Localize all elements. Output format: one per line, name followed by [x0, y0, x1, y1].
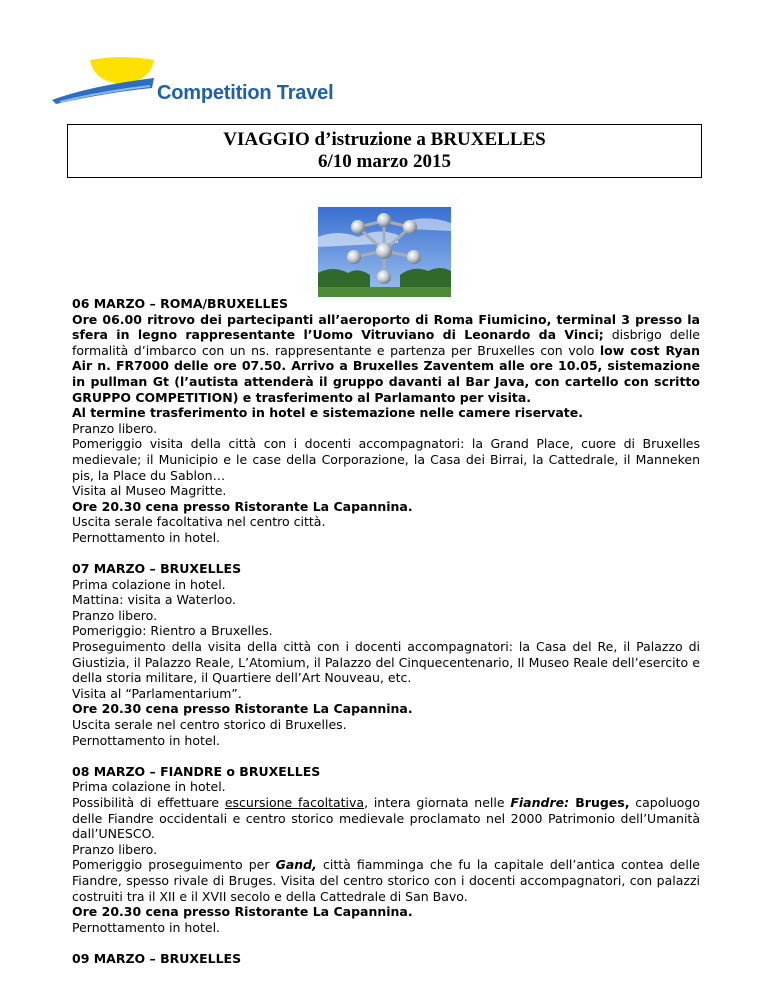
paragraph: Uscita serale facoltativa nel centro città. — [72, 514, 326, 530]
day-section — [72, 951, 700, 967]
paragraph: Pernottamento in hotel. — [72, 732, 221, 748]
paragraph: Visita al Museo Magritte. — [72, 483, 227, 499]
title-box — [67, 124, 702, 178]
day-heading: 09 MARZO – BRUXELLES — [72, 950, 242, 966]
day-heading: 06 MARZO – ROMA/BRUXELLES — [72, 296, 289, 311]
atomium-photo — [318, 207, 451, 297]
itinerary-content — [72, 296, 700, 967]
day-heading: 08 MARZO – FIANDRE o BRUXELLES — [72, 763, 321, 779]
day-section — [72, 561, 700, 748]
brand-name: Competition Travel — [157, 82, 334, 104]
paragraph: Ore 20.30 cena presso Ristorante La Capannina. — [72, 904, 413, 920]
document-dates: 6/10 marzo 2015 — [318, 151, 451, 172]
day-section — [72, 296, 700, 546]
paragraph: Pranzo libero. — [72, 841, 158, 857]
paragraph: Possibilità di effettuare escursione facoltativa, intera giornata nelle Fiandre: Bruges, capoluogo delle Fiandre occidentali e centro storico medievale proclamato nel 2000 Patrimonio dell’Umanità dall’UNESCO. — [72, 795, 700, 842]
paragraph: Al termine trasferimento in hotel e sistemazione nelle camere riservate. — [72, 405, 583, 421]
paragraph: Pernottamento in hotel. — [72, 529, 221, 545]
paragraph: Visita al “Parlamentarium”. — [72, 685, 242, 701]
day-heading: 07 MARZO – BRUXELLES — [72, 561, 242, 577]
paragraph: Pernottamento in hotel. — [72, 919, 221, 935]
paragraph: Pranzo libero. — [72, 420, 158, 436]
paragraph: Uscita serale nel centro storico di Bruxelles. — [72, 717, 347, 733]
paragraph: Proseguimento della visita della città con i docenti accompagnatori: la Casa del Re, il Palazzo di Giustizia, il Palazzo Reale, L’Atomium, il Palazzo del Cinquecentenario, Il Museo Reale dell’esercito e della storia militare, il Quartiere dell’Art Nouveau, etc. — [72, 639, 700, 686]
paragraph: Pomeriggio visita della città con i docenti accompagnatori: la Grand Place, cuore di Bruxelles medievale; il Municipio e le case della Corporazione, la Casa dei Birrai, la Cattedrale, il Manneken pis, la Place du Sablon… — [72, 436, 700, 483]
paragraph: Ore 06.00 ritrovo dei partecipanti all’aeroporto di Roma Fiumicino, terminal 3 presso la sfera in legno rappresentante l’Uomo Vitruviano di Leonardo da Vinci; disbrigo delle formalità d’imbarco con un ns. rappresentante e partenza per Bruxelles con volo low cost Ryan Air n. FR7000 delle ore 07.50. Arrivo a Bruxelles Zaventem alle ore 10.05, sistemazione in pullman Gt (l’autista attenderà il gruppo davanti al Bar Java, con cartello con scritto GRUPPO COMPETITION) e trasferimento al Parlamanto per visita. — [72, 311, 700, 405]
document-title: VIAGGIO d’istruzione a BRUXELLES — [223, 129, 546, 150]
paragraph: Prima colazione in hotel. — [72, 576, 226, 592]
paragraph: Pomeriggio proseguimento per Gand, città fiamminga che fu la capitale dell’antica contea delle Fiandre, spesso rivale di Bruges. Visita del centro storico con i docenti accompagnatori, con palazzi costruiti tra il XII e il XVII secolo e della Cattedrale di San Bavo. — [72, 857, 700, 904]
paragraph: Prima colazione in hotel. — [72, 779, 226, 795]
paragraph: Ore 20.30 cena presso Ristorante La Capannina. — [72, 498, 413, 514]
paragraph: Pranzo libero. — [72, 607, 158, 623]
paragraph: Mattina: visita a Waterloo. — [72, 592, 236, 608]
day-section — [72, 764, 700, 936]
paragraph: Pomeriggio: Rientro a Bruxelles. — [72, 623, 273, 639]
paragraph: Ore 20.30 cena presso Ristorante La Capannina. — [72, 701, 413, 717]
